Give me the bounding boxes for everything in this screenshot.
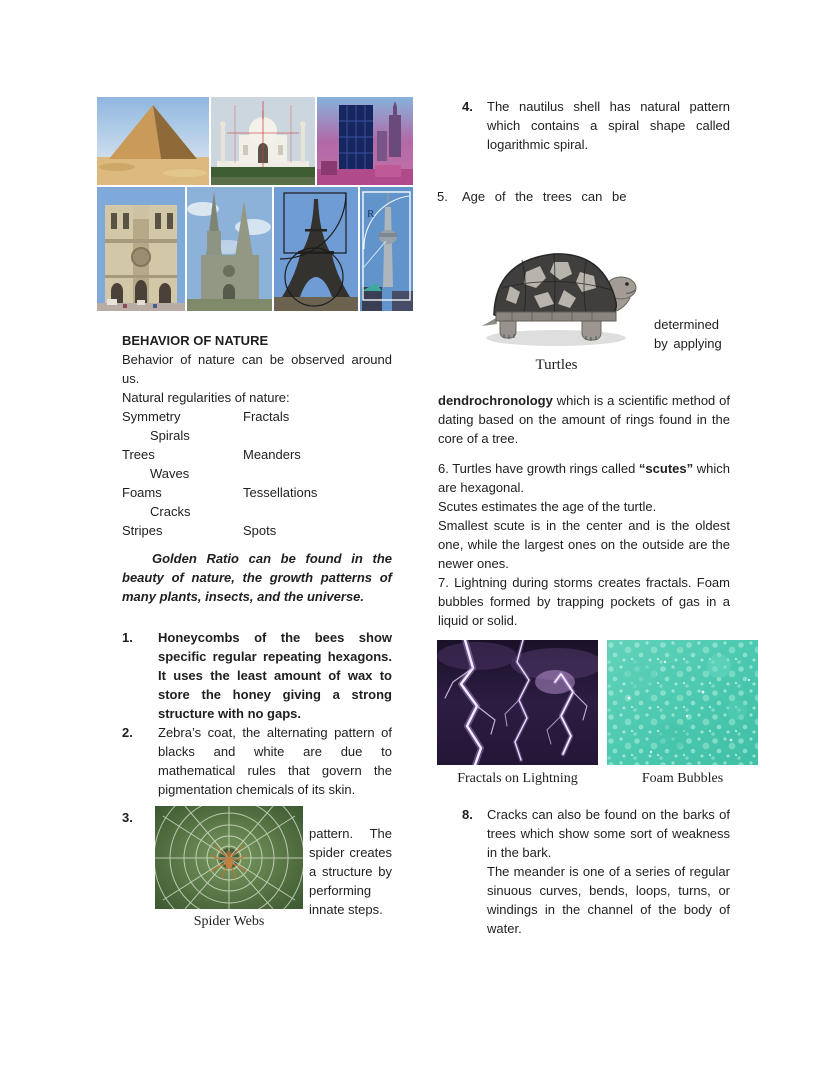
list-item-5 xyxy=(437,187,730,206)
item-8-part1: Cracks can also be found on the barks of trees which show some sort of weakness in the bark. xyxy=(487,807,730,860)
list-item-1 xyxy=(122,628,392,723)
regularity-fractals: Fractals xyxy=(243,409,290,424)
item-4-text: The nautilus shell has natural pattern which contains a spiral shape called logarithmic spiral. xyxy=(487,99,730,152)
architecture-collage xyxy=(97,97,413,311)
dendrochronology-term: dendrochronology xyxy=(438,393,553,408)
collage-tile-pyramid xyxy=(97,97,209,185)
chartres-cathedral-image xyxy=(187,187,272,311)
dendrochronology-paragraph xyxy=(438,391,730,448)
spider-web-figure xyxy=(155,806,303,931)
dendrochronology-rest: which is a scientific method of dating based on the amount of rings found in the core of a tree. xyxy=(438,393,730,446)
golden-ratio-paragraph: Golden Ratio can be found in the beauty of nature, the growth patterns of many plants, insects, and the universe. xyxy=(122,551,392,604)
list-item-2 xyxy=(122,723,392,799)
item-8-part2: The meander is one of a series of regular sinuous curves, bends, loops, turns, or windings in the channel of the body of water. xyxy=(487,864,730,936)
eiffel-tower-image xyxy=(274,187,358,311)
scutes-term: “scutes” xyxy=(638,461,694,476)
item-5-wrap-text: determined by applying xyxy=(654,317,722,351)
collage-tile-taj-mahal xyxy=(211,97,315,185)
item-6-text: 6. Turtles have growth rings called “scutes” which are hexagonal. xyxy=(438,461,730,495)
collage-tile-un-building xyxy=(317,97,413,185)
regularity-tessellations: Tessellations xyxy=(243,485,318,500)
numbered-list-left xyxy=(122,628,392,799)
lightning-caption: Fractals on Lightning xyxy=(457,771,578,786)
regularity-stripes: Stripes xyxy=(122,523,163,538)
item-7-text: 7. Lightning during storms creates fractals. Foam bubbles formed by trapping pockets of gas in a liquid or solid. xyxy=(438,575,730,628)
item-2-text: Zebra’s coat, the alternating pattern of blacks and white are due to mathematical rules that govern the pigmentation chemicals of its skin. xyxy=(158,725,392,797)
regularity-symmetry: Symmetry xyxy=(122,409,181,424)
spider-web-image xyxy=(155,806,303,909)
regularities-label: Natural regularities of nature: xyxy=(122,390,290,405)
regularity-spots: Spots xyxy=(243,523,277,538)
regularities-list xyxy=(122,407,392,540)
regularities-row xyxy=(122,426,392,445)
regularities-row xyxy=(122,502,392,521)
un-building-image xyxy=(317,97,413,185)
regularities-row xyxy=(122,483,392,502)
collage-tile-eiffel-tower xyxy=(274,187,358,311)
collage-tile-notre-dame xyxy=(97,187,185,311)
section-heading: BEHAVIOR OF NATURE xyxy=(122,333,269,348)
collage-tile-chartres xyxy=(187,187,272,311)
item-2-number: 2. xyxy=(122,725,133,740)
item-3-number: 3. xyxy=(122,810,133,825)
item-6-line3: Smallest scute is in the center and is the oldest one, while the largest ones on the outside are the newer ones. xyxy=(438,518,730,571)
lightning-image xyxy=(437,640,598,765)
turtle-image xyxy=(470,216,643,354)
regularities-row xyxy=(122,445,392,464)
list-item-8 xyxy=(462,805,730,938)
turtle-caption: Turtles xyxy=(535,357,578,373)
item-4-number: 4. xyxy=(462,99,473,114)
list-item-4 xyxy=(462,97,730,154)
spider-web-caption: Spider Webs xyxy=(193,914,265,929)
item-8-number: 8. xyxy=(462,807,473,822)
items-6-7-block xyxy=(438,459,730,630)
item-8-text xyxy=(487,805,730,938)
item-5-number: 5. xyxy=(437,189,448,204)
regularity-spirals: Spirals xyxy=(150,428,190,443)
regularity-foams: Foams xyxy=(122,485,162,500)
notre-dame-image xyxy=(97,187,185,311)
regularities-row xyxy=(122,464,392,483)
regularities-row xyxy=(122,407,392,426)
foam-bubbles-image xyxy=(607,640,758,765)
regularity-meanders: Meanders xyxy=(243,447,301,462)
item-6-line2: Scutes estimates the age of the turtle. xyxy=(438,499,657,514)
item-5-lead-text: Age of the trees can be xyxy=(462,189,627,204)
intro-paragraph: Behavior of nature can be observed around us. xyxy=(122,352,392,386)
item-1-number: 1. xyxy=(122,630,133,645)
lightning-figure xyxy=(437,640,598,788)
collage-tile-cn-tower xyxy=(360,187,413,311)
taj-mahal-image xyxy=(211,97,315,185)
foam-bubbles-caption: Foam Bubbles xyxy=(641,771,724,786)
regularity-trees: Trees xyxy=(122,447,155,462)
regularity-waves: Waves xyxy=(150,466,190,481)
cn-tower-image xyxy=(360,187,413,311)
golden-ratio-overlay-letter: R xyxy=(367,208,375,220)
pyramid-image xyxy=(97,97,209,185)
item-3-wrap-text: pattern. The spider creates a structure by performing innate steps. xyxy=(309,826,392,917)
item-1-text: Honeycombs of the bees show specific regular repeating hexagons. It uses the least amount of wax to store the honey giving a strong structure with no gaps. xyxy=(158,630,392,721)
turtle-figure xyxy=(470,216,643,374)
regularities-row xyxy=(122,521,392,540)
foam-bubbles-figure xyxy=(607,640,758,788)
regularity-cracks: Cracks xyxy=(150,504,191,519)
